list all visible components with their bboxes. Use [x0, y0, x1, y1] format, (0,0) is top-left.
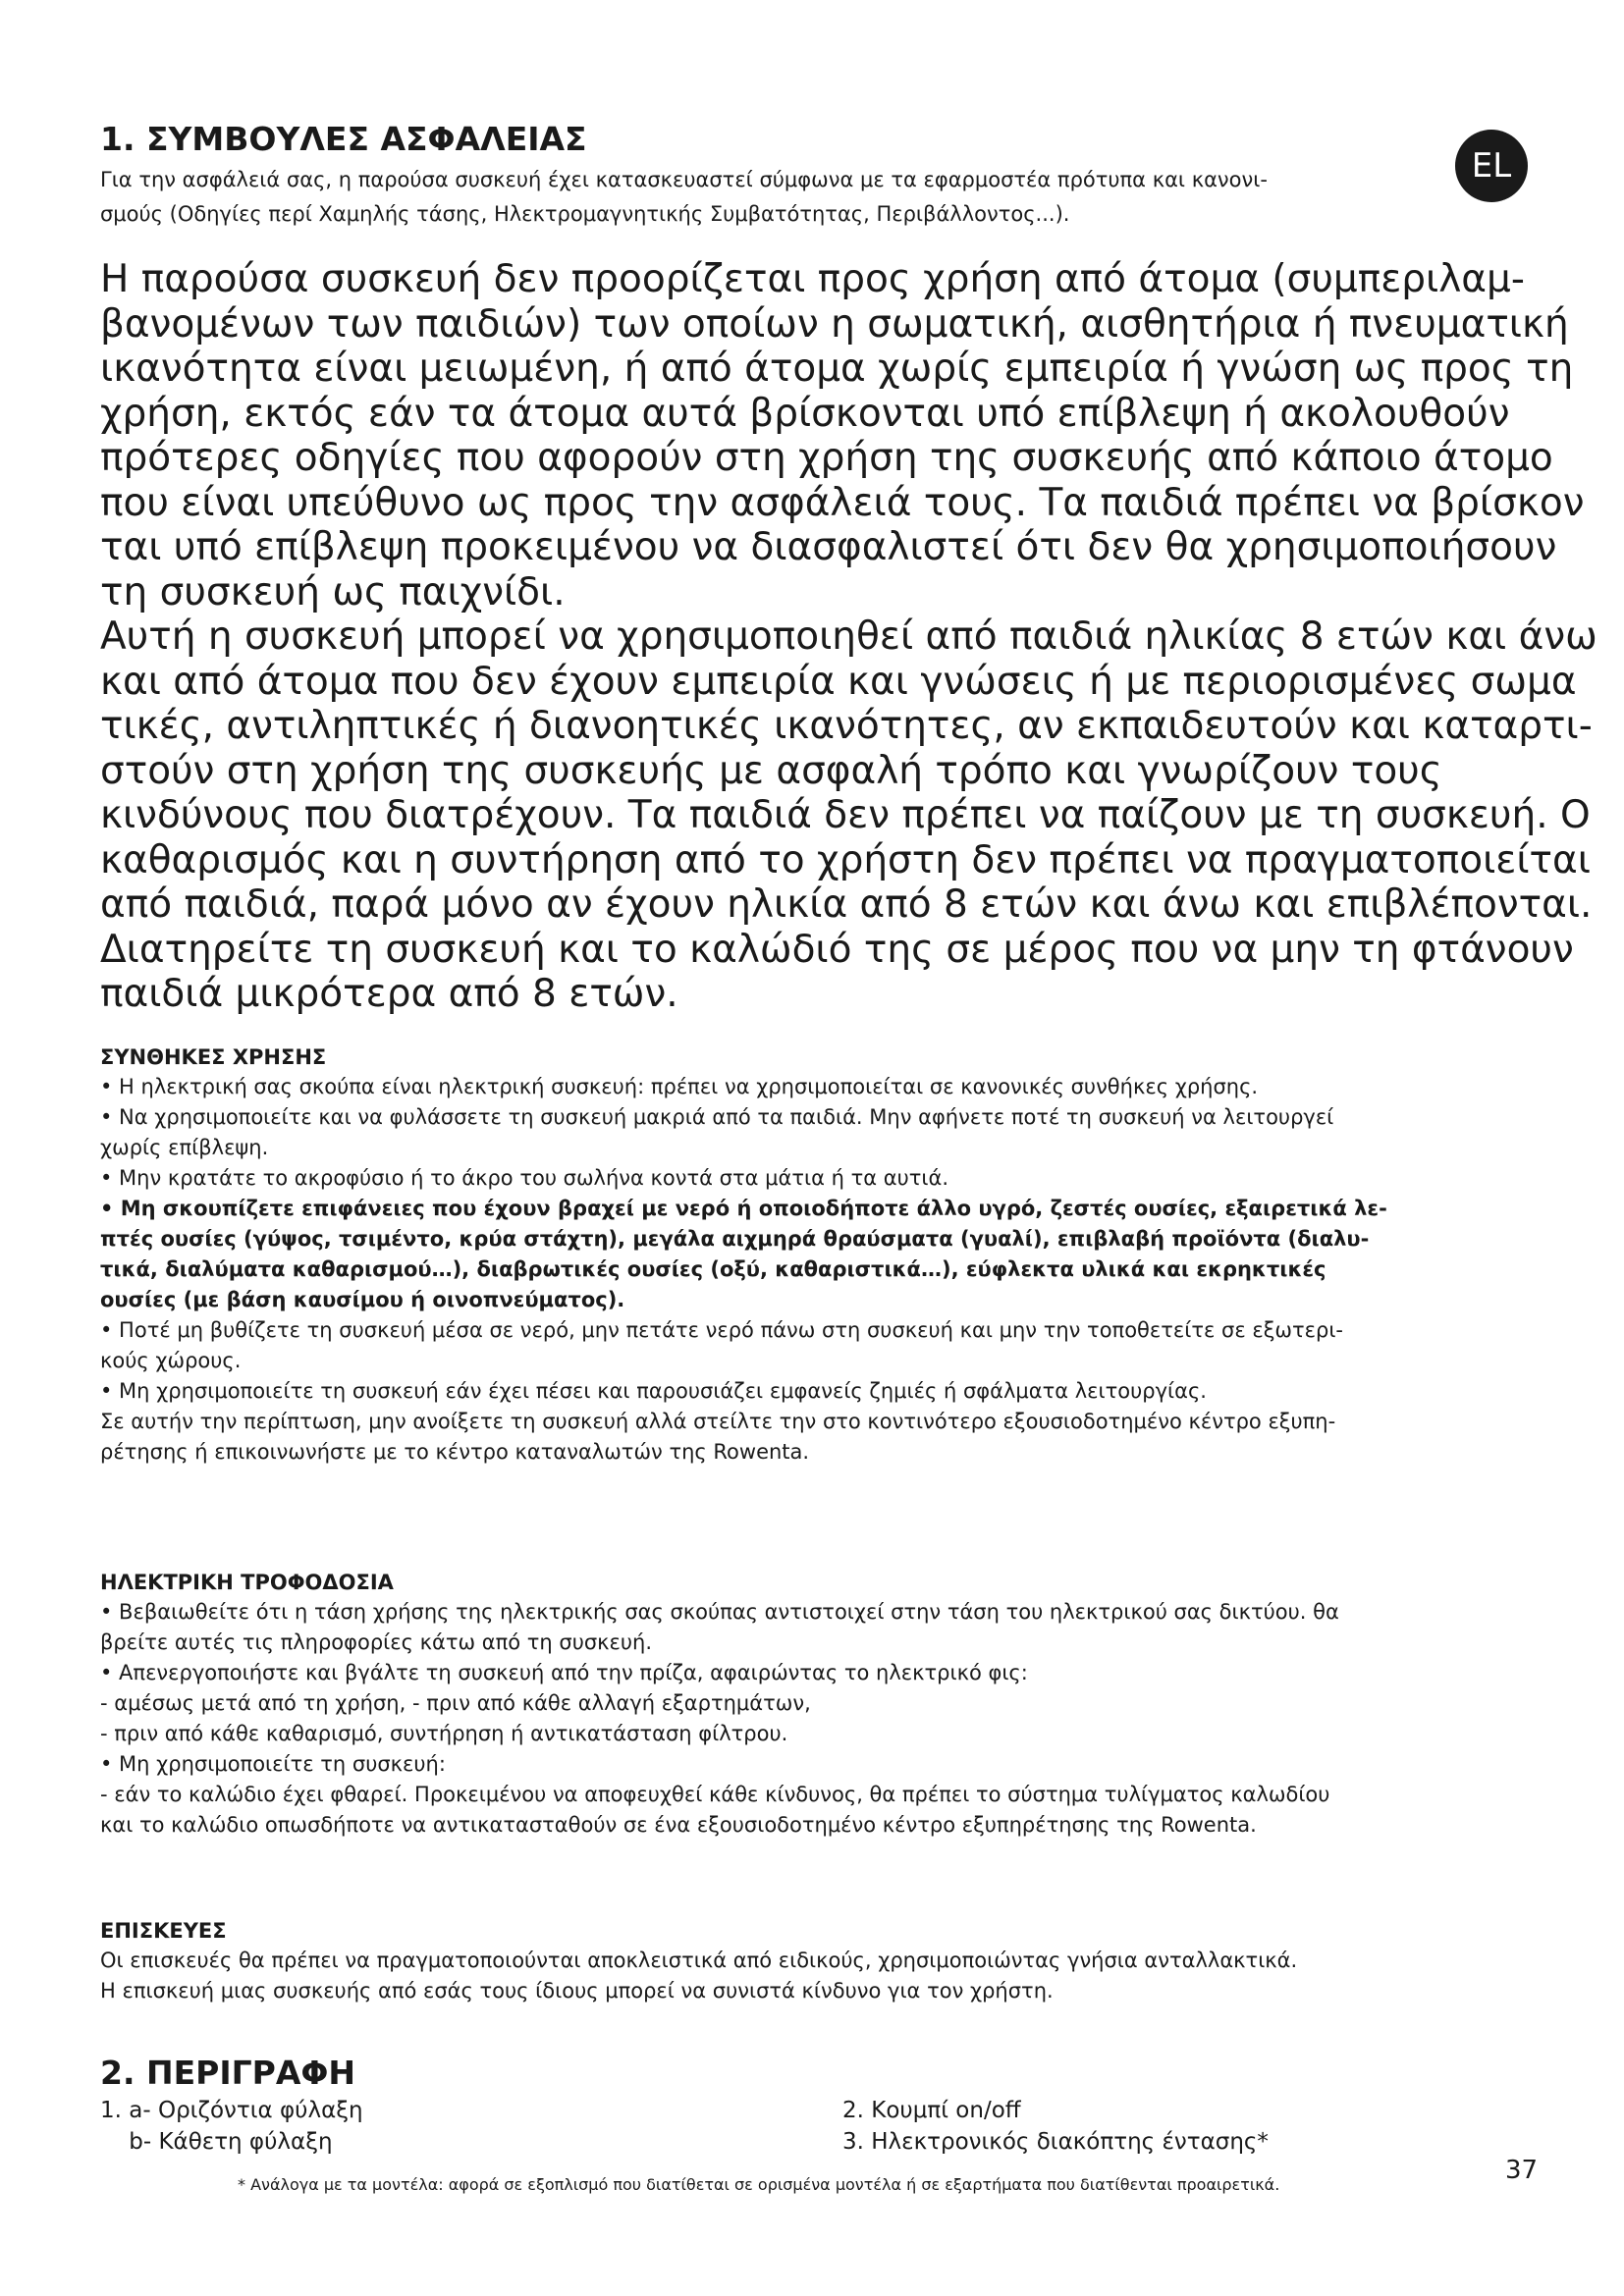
- text-line: Σε αυτήν την περίπτωση, μην ανοίξετε τη συσκευή αλλά στείλτε την στο κοντινότερο εξουσιοδοτημένο κέντρο εξυπη-: [100, 1410, 1336, 1433]
- repairs-section: [100, 1916, 1534, 2006]
- warning-line: ται υπό επίβλεψη προκειμένου να διασφαλιστεί ότι δεν θα χρησιμοποιήσουν: [100, 525, 1557, 569]
- warning-line: Διατηρείτε τη συσκευή και το καλώδιό της σε μέρος που να μην τη φτάνουν: [100, 927, 1574, 972]
- intro-line: σμούς (Οδηγίες περί Χαμηλής τάσης, Ηλεκτρομαγνητικής Συμβατότητας, Περιβάλλοντος...).: [100, 202, 1070, 226]
- text-line: • Ποτέ μη βυθίζετε τη συσκευή μέσα σε νερό, μην πετάτε νερό πάνω στη συσκευή και μην την τοποθετείτε σε εξωτερι-: [100, 1318, 1343, 1342]
- language-badge: EL: [1455, 130, 1528, 202]
- repairs-title: ΕΠΙΣΚΕΥΕΣ: [100, 1919, 227, 1943]
- description-item: 3. Ηλεκτρονικός διακόπτης έντασης*: [842, 2129, 1269, 2155]
- text-line: - αμέσως μετά από τη χρήση, - πριν από κάθε αλλαγή εξαρτημάτων,: [100, 1691, 811, 1715]
- section-title-safety: 1. ΣΥΜΒΟΥΛΕΣ ΑΣΦΑΛΕΙΑΣ: [100, 120, 587, 158]
- intro-paragraph: [100, 163, 1465, 232]
- text-line: • Η ηλεκτρική σας σκούπα είναι ηλεκτρική συσκευή: πρέπει να χρησιμοποιείται σε κανονικές συνθήκες χρήσης.: [100, 1075, 1259, 1098]
- power-section: [100, 1568, 1534, 1841]
- text-line: • Μη χρησιμοποιείτε τη συσκευή:: [100, 1752, 446, 1776]
- warning-line: κινδύνους που διατρέχουν. Τα παιδιά δεν πρέπει να παίζουν με τη συσκευή. Ο: [100, 793, 1591, 837]
- power-lines: [100, 1597, 1534, 1841]
- text-line: τικά, διαλύματα καθαρισμού…), διαβρωτικές ουσίες (οξύ, καθαριστικά…), εύφλεκτα υλικά και εκρηκτικές: [100, 1257, 1326, 1281]
- text-line: ουσίες (με βάση καυσίμου ή οινοπνεύματος).: [100, 1288, 625, 1311]
- text-line: • Μη χρησιμοποιείτε τη συσκευή εάν έχει πέσει και παρουσιάζει εμφανείς ζημιές ή σφάλματα λειτουργίας.: [100, 1379, 1207, 1403]
- text-line: κούς χώρους.: [100, 1349, 242, 1372]
- text-line: Η επισκευή μιας συσκευής από εσάς τους ίδιους μπορεί να συνιστά κίνδυνο για τον χρήστη.: [100, 1979, 1054, 2002]
- power-title: ΗΛΕΚΤΡΙΚΗ ΤΡΟΦΟΔΟΣΙΑ: [100, 1571, 394, 1594]
- text-line: • Βεβαιωθείτε ότι η τάση χρήσης της ηλεκτρικής σας σκούπας αντιστοιχεί στην τάση του ηλεκτρικού σας δικτύου. θα: [100, 1600, 1339, 1624]
- warning-line: και από άτομα που δεν έχουν εμπειρία και γνώσεις ή με περιορισμένες σωμα: [100, 659, 1577, 704]
- warning-line: τικές, αντιληπτικές ή διανοητικές ικανότητες, αν εκπαιδευτούν και καταρτι-: [100, 704, 1593, 748]
- warning-line: Η παρούσα συσκευή δεν προορίζεται προς χρήση από άτομα (συμπεριλαμ-: [100, 257, 1525, 301]
- description-item: 2. Κουμπί on/off: [842, 2098, 1021, 2123]
- warning-line: χρήση, εκτός εάν τα άτομα αυτά βρίσκονται υπό επίβλεψη ή ακολουθούν: [100, 391, 1510, 436]
- warning-line: Αυτή η συσκευή μπορεί να χρησιμοποιηθεί από παιδιά ηλικίας 8 ετών και άνω: [100, 614, 1597, 659]
- warning-line: τη συσκευή ως παιχνίδι.: [100, 569, 566, 614]
- warning-line: πρότερες οδηγίες που αφορούν στη χρήση της συσκευής από κάποιο άτομο: [100, 436, 1553, 480]
- warning-line: στούν στη χρήση της συσκευής με ασφαλή τρόπο και γνωρίζουν τους: [100, 748, 1442, 793]
- section-title-description: 2. ΠΕΡΙΓΡΑΦΗ: [100, 2054, 356, 2092]
- warning-line: παιδιά μικρότερα από 8 ετών.: [100, 972, 678, 1016]
- text-line: βρείτε αυτές τις πληροφορίες κάτω από τη συσκευή.: [100, 1630, 653, 1654]
- description-item: 1. a- Οριζόντια φύλαξη: [100, 2098, 363, 2123]
- page-number: 37: [1505, 2156, 1539, 2185]
- footnote: * Ανάλογα με τα μοντέλα: αφορά σε εξοπλισμό που διατίθεται σε ορισμένα μοντέλα ή σε εξαρτήματα που διατίθενται προαιρετικά.: [238, 2175, 1280, 2194]
- text-line: • Απενεργοποιήστε και βγάλτε τη συσκευή από την πρίζα, αφαιρώντας το ηλεκτρικό φις:: [100, 1661, 1028, 1684]
- text-line: - πριν από κάθε καθαρισμό, συντήρηση ή αντικατάσταση φίλτρου.: [100, 1722, 788, 1745]
- repairs-lines: [100, 1946, 1534, 2006]
- text-line: χωρίς επίβλεψη.: [100, 1136, 269, 1159]
- text-line: • Μην κρατάτε το ακροφύσιο ή το άκρο του σωλήνα κοντά στα μάτια ή τα αυτιά.: [100, 1166, 948, 1190]
- text-line: ρέτησης ή επικοινωνήστε με το κέντρο καταναλωτών της Rowenta.: [100, 1440, 810, 1464]
- conditions-section: [100, 1042, 1534, 1468]
- intro-line: Για την ασφάλειά σας, η παρούσα συσκευή έχει κατασκευαστεί σύμφωνα με τα εφαρμοστέα πρότυπα και κανονι-: [100, 168, 1268, 191]
- warning-line: που είναι υπεύθυνο ως προς την ασφάλειά τους. Τα παιδιά πρέπει να βρίσκον: [100, 480, 1585, 525]
- text-line: - εάν το καλώδιο έχει φθαρεί. Προκειμένου να αποφευχθεί κάθε κίνδυνος, θα πρέπει το σύστημα τυλίγματος καλωδίου: [100, 1783, 1330, 1806]
- description-left-column: [100, 2095, 363, 2158]
- warning-line: βανομένων των παιδιών) των οποίων η σωματική, αισθητήρια ή πνευματική: [100, 301, 1569, 347]
- description-right-column: [842, 2095, 1269, 2158]
- warning-line: από παιδιά, παρά μόνο αν έχουν ηλικία από 8 ετών και άνω και επιβλέπονται.: [100, 882, 1593, 927]
- warning-line: ικανότητα είναι μειωμένη, ή από άτομα χωρίς εμπειρία ή γνώση ως προς τη: [100, 347, 1574, 391]
- description-item: b- Κάθετη φύλαξη: [100, 2129, 333, 2155]
- warning-line: καθαρισμός και η συντήρηση από το χρήστη δεν πρέπει να πραγματοποιείται: [100, 837, 1591, 882]
- text-line: • Μη σκουπίζετε επιφάνειες που έχουν βραχεί με νερό ή οποιοδήποτε άλλο υγρό, ζεστές ουσίες, εξαιρετικά λε-: [100, 1197, 1387, 1220]
- warning-paragraph: [100, 257, 1624, 1017]
- text-line: πτές ουσίες (γύψος, τσιμέντο, κρύα στάχτη), μεγάλα αιχμηρά θραύσματα (γυαλί), επιβλαβή προϊόντα (διαλυ-: [100, 1227, 1370, 1251]
- text-line: Οι επισκευές θα πρέπει να πραγματοποιούνται αποκλειστικά από ειδικούς, χρησιμοποιώντας γνήσια ανταλλακτικά.: [100, 1949, 1298, 1972]
- text-line: και το καλώδιο οπωσδήποτε να αντικατασταθούν σε ένα εξουσιοδοτημένο κέντρο εξυπηρέτησης της Rowenta.: [100, 1813, 1257, 1837]
- conditions-lines: [100, 1072, 1534, 1468]
- conditions-title: ΣΥΝΘΗΚΕΣ ΧΡΗΣΗΣ: [100, 1045, 327, 1069]
- text-line: • Να χρησιμοποιείτε και να φυλάσσετε τη συσκευή μακριά από τα παιδιά. Μην αφήνετε ποτέ τη συσκευή να λειτουργεί: [100, 1105, 1334, 1129]
